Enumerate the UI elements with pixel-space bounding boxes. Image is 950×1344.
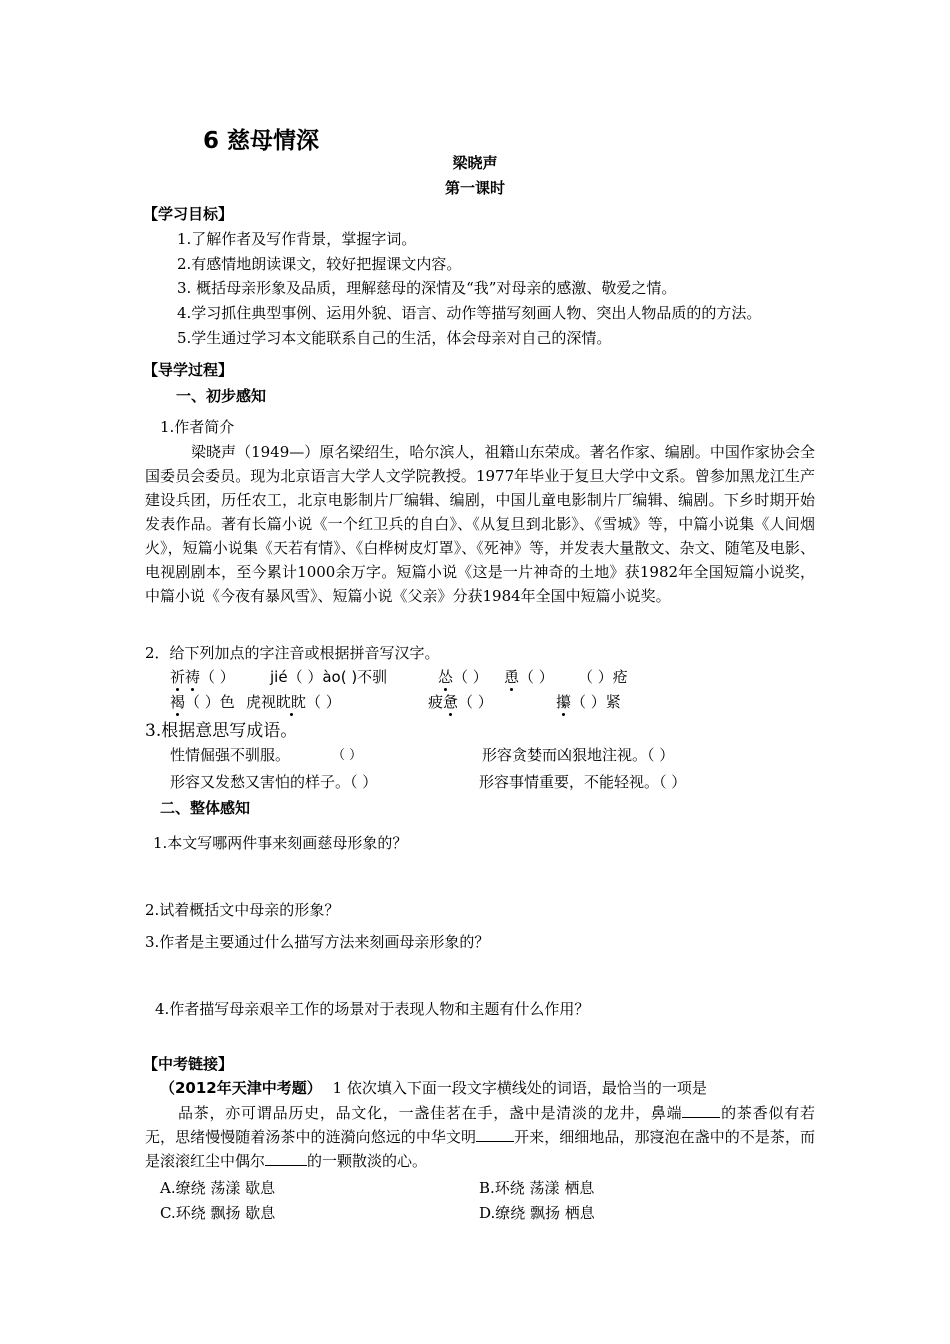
dotted-char: 眈眈 [276,693,307,711]
dotted-char: 褐 [170,693,186,711]
q2-item: （ ）疮 [578,668,628,686]
answer-blank[interactable]: （ ） [519,668,554,686]
option-b[interactable]: B.环绕 荡漾 栖息 [479,1179,595,1197]
question-3: 3.作者是主要通过什么描写方法来刻画母亲形象的？ [145,933,490,951]
objective-item: 4.学习抓住典型事例、运用外貌、语言、动作等描写刻画人物、突出人物品质的的方法。 [177,304,762,322]
question-2: 2.试着概括文中母亲的形象？ [145,901,340,919]
exam-question-line [160,1077,707,1098]
q2-item [556,691,621,712]
passage-paragraph [145,1101,815,1173]
dotted-char: 恿 [504,668,520,686]
answer-blank[interactable]: （ ） [453,668,488,686]
dotted-char: 攥 [556,693,572,711]
answer-blank[interactable]: （ ） [332,748,363,763]
author-intro-heading: 1.作者简介 [160,418,235,436]
q2-text: 虎视 [246,693,277,711]
passage-text: 的茶香似有若无，思绪慢慢随着汤茶中的涟漪向悠远的中华文明 [145,1104,815,1146]
answer-blank[interactable]: （ ）紧 [571,693,621,711]
objective-item: 5.学生通过学习本文能联系自己的生活，体会母亲对自己的深情。 [177,329,612,347]
fill-blank-1[interactable] [682,1103,720,1118]
answer-blank[interactable]: （ ） [200,668,235,686]
answer-blank[interactable]: （ ） [458,693,493,711]
pinyin-item: jié（ ）ào( )不驯 [270,668,388,686]
q2-row-2 [170,691,235,712]
q2-heading: 2．给下列加点的字注音或根据拼音写汉字。 [145,644,440,662]
q2-item [438,666,488,687]
passage-text: 的一颗散淡的心。 [307,1152,428,1170]
process-heading: 【导学过程】 [143,361,234,379]
fill-blank-3[interactable] [265,1151,307,1166]
page-title: 6 慈母情深 [203,128,320,154]
exam-heading: 【中考链接】 [143,1055,234,1073]
passage-text: 开来，细细地品，那寖泡在盏中的不是茶，而是滚滚红尘中偶尔 [145,1128,815,1170]
idiom-item: 性情倔强不驯服。 [170,746,291,764]
fill-blank-2[interactable] [476,1127,514,1142]
q2-text: 疲 [428,693,444,711]
answer-blank[interactable]: （ ）色 [185,693,235,711]
part2-heading: 二、整体感知 [160,799,251,817]
option-a[interactable]: A.缭绕 荡漾 歇息 [160,1179,276,1197]
part1-heading: 一、初步感知 [176,387,267,405]
idiom-item: 形容事情重要，不能轻视。（ ） [479,773,687,791]
q2-row-1 [170,666,235,687]
q2-item [504,666,554,687]
author-intro-text: 梁晓声（1949—）原名梁绍生，哈尔滨人，祖籍山东荣成。著名作家、编剧。中国作家协会全国委员会委员。现为北京语言大学人文学院教授。1977年毕业于复旦大学中文系。曾参加黑龙江生产建设兵团，历任农工，北京电影制片厂编辑、编剧，中国儿童电影制片厂编辑、编剧。下乡时期开始发表作品。著有长篇小说《一个红卫兵的自白》、《从复旦到北影》、《雪城》等，中篇小说集《人间烟火》，短篇小说集《天若有情》、《白桦树皮灯罩》、《死神》等，并发表大量散文、杂文、随笔及电影、电视剧剧本，至今累计1000余万字。短篇小说《这是一片神奇的土地》获1982年全国短篇小说奖，中篇小说《今夜有暴风雪》、短篇小说《父亲》分获1984年全国中短篇小说奖。 [145,443,815,605]
option-c[interactable]: C.环绕 飘扬 歇息 [160,1204,276,1222]
q2-item [246,691,341,712]
question-4: 4.作者描写母亲艰辛工作的场景对于表现人物和主题有什么作用？ [155,1000,590,1018]
dotted-char: 怂 [438,668,454,686]
answer-blank[interactable]: （ ） [306,693,341,711]
exam-source: （2012年天津中考题） [160,1079,322,1097]
objectives-heading: 【学习目标】 [143,205,234,223]
objective-item: 2.有感情地朗读课文，较好把握课文内容。 [177,255,462,273]
lesson-label: 第一课时 [444,179,505,197]
dotted-char: 惫 [443,693,459,711]
objective-item: 1.了解作者及写作背景，掌握字词。 [177,230,417,248]
option-d[interactable]: D.缭绕 飘扬 栖息 [479,1204,595,1222]
dotted-char: 祈 [170,668,186,686]
dotted-char: 祷 [185,668,201,686]
q3-heading: 3.根据意思写成语。 [145,721,298,741]
q2-item [428,691,493,712]
author-name: 梁晓声 [452,154,498,172]
idiom-item: 形容贪婪而凶狠地注视。（ ） [482,746,675,764]
idiom-item: 形容又发愁又害怕的样子。（ ） [170,773,378,791]
exam-question: 1 依次填入下面一段文字横线处的词语，最恰当的一项是 [332,1079,707,1097]
passage-text: 品茶，亦可谓品历史，品文化，一盏佳茗在手，盏中是清淡的龙井，鼻端 [178,1104,683,1122]
question-1: 1.本文写哪两件事来刻画慈母形象的？ [153,834,408,852]
objective-item: 3. 概括母亲形象及品质，理解慈母的深情及“我”对母亲的感激、敬爱之情。 [177,279,677,297]
